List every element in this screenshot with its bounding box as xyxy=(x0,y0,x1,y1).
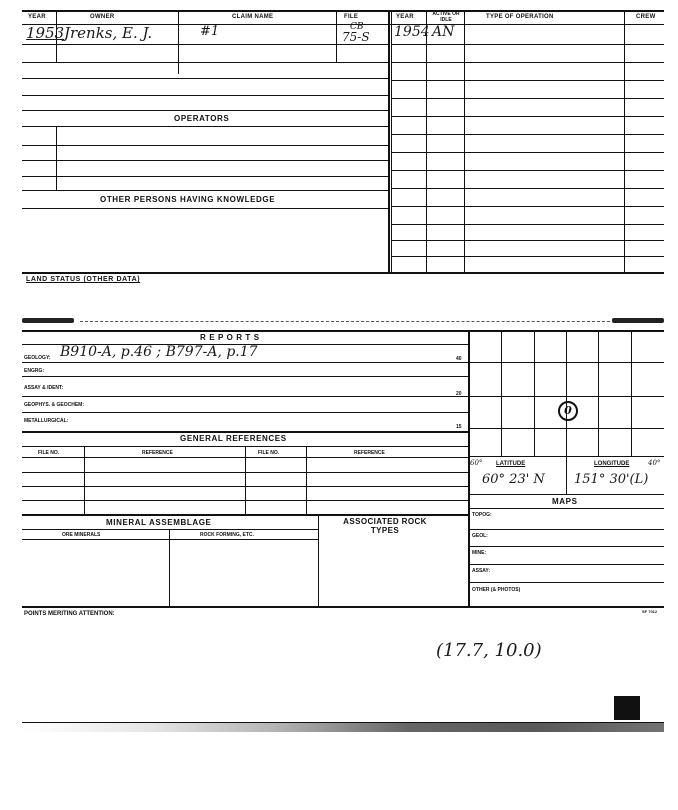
points-meriting-attention: POINTS MERITING ATTENTION: xyxy=(24,611,115,617)
row-line xyxy=(22,78,388,79)
map-location-marker: 0 xyxy=(558,401,578,421)
row-line xyxy=(22,529,318,530)
top-border xyxy=(22,10,664,12)
mineral-assemblage-heading: MINERAL ASSEMBLAGE xyxy=(106,518,212,527)
row-line xyxy=(22,412,468,413)
row-line xyxy=(468,582,664,583)
col-header-activity-year: YEAR xyxy=(396,14,414,20)
report-label-engrg: ENGRG: xyxy=(24,368,44,374)
col-divider xyxy=(566,456,567,494)
col-header-year: YEAR xyxy=(28,14,46,20)
col-header-file: FILE xyxy=(344,14,359,20)
scan-edge xyxy=(22,722,664,723)
col-divider xyxy=(178,10,179,74)
entry-file-top: CB xyxy=(350,22,364,32)
latitude-value: 60° 23' N xyxy=(482,472,545,487)
land-status-heading: LAND STATUS (OTHER DATA) xyxy=(26,276,141,283)
maps-mine: MINE: xyxy=(472,550,487,556)
row-line xyxy=(392,188,664,189)
row-line xyxy=(22,62,388,63)
entry-file-bottom: 75-S xyxy=(342,30,370,44)
ref-header-reference-1: REFERENCE xyxy=(142,450,173,456)
row-line xyxy=(468,529,664,530)
grid-line xyxy=(468,428,664,429)
col-header-active-or-idle: ACTIVE OR IDLE xyxy=(432,11,460,23)
row-line xyxy=(22,160,388,161)
longitude-label: LONGITUDE xyxy=(594,461,630,467)
row-line xyxy=(22,396,468,397)
col-header-claim-name: CLAIM NAME xyxy=(232,14,274,20)
row-line xyxy=(22,500,468,501)
row-line xyxy=(392,80,664,81)
row-line xyxy=(392,224,664,225)
col-divider xyxy=(169,529,170,606)
col-divider xyxy=(336,10,337,62)
grid-line xyxy=(598,332,599,456)
operators-heading: OPERATORS xyxy=(174,114,230,123)
row-line xyxy=(392,44,664,45)
ore-minerals-header: ORE MINERALS xyxy=(62,532,101,538)
row-line xyxy=(22,472,468,473)
report-label-assay: ASSAY & IDENT: xyxy=(24,385,64,391)
lat-corner-label: 60° xyxy=(470,459,483,467)
report-value-geology: B910-A, p.46 ; B797-A, p.17 xyxy=(60,344,258,360)
grid-line xyxy=(501,332,502,456)
longitude-value: 151° 30'(L) xyxy=(574,472,649,487)
activity-status: AN xyxy=(432,24,455,40)
row-line xyxy=(468,564,664,565)
row-line xyxy=(22,539,318,540)
entry-year: 1953 xyxy=(26,24,65,42)
grid-line xyxy=(631,332,632,456)
col-divider xyxy=(624,10,625,272)
row-line xyxy=(22,208,388,209)
grid-line xyxy=(468,362,664,363)
row-line xyxy=(22,486,468,487)
row-line xyxy=(392,240,664,241)
row-line xyxy=(392,62,664,63)
grid-line xyxy=(566,332,567,456)
ref-header-file-no-1: FILE NO. xyxy=(38,450,60,456)
grid-line xyxy=(468,396,664,397)
scan-mark xyxy=(612,318,664,323)
maps-geol: GEOL: xyxy=(472,533,488,539)
row-line xyxy=(468,546,664,547)
lon-corner-label: 40° xyxy=(648,459,661,467)
row-line xyxy=(468,508,664,509)
faint-rule xyxy=(80,321,610,322)
report-code-geology: 40 xyxy=(456,356,462,362)
row-line xyxy=(392,256,664,257)
col-divider xyxy=(318,514,319,606)
row-line xyxy=(392,98,664,99)
col-divider xyxy=(464,10,465,272)
rock-forming-header: ROCK FORMING, ETC. xyxy=(200,532,254,538)
reports-top-rule xyxy=(22,330,664,332)
form-number: SF 7012 xyxy=(642,609,658,614)
row-line xyxy=(392,134,664,135)
row-line xyxy=(22,190,388,191)
report-code-assay: 20 xyxy=(456,391,462,397)
report-label-geophys: GEOPHYS. & GEOCHEM: xyxy=(24,402,85,408)
entry-owner: Jrenks, E. J. xyxy=(64,24,153,42)
report-code-metallurgical: 15 xyxy=(456,424,462,430)
bottom-rule xyxy=(22,606,664,608)
col-divider xyxy=(56,126,57,190)
ref-header-reference-2: REFERENCE xyxy=(354,450,385,456)
latitude-label: LATITUDE xyxy=(496,461,526,467)
row-line xyxy=(22,95,388,96)
row-line xyxy=(22,514,468,516)
maps-heading: MAPS xyxy=(552,497,578,506)
row-line xyxy=(392,206,664,207)
other-persons-heading: OTHER PERSONS HAVING KNOWLEDGE xyxy=(100,195,276,204)
scan-noise-band xyxy=(22,722,664,732)
col-divider xyxy=(306,446,307,514)
associated-rock-types-heading: ASSOCIATED ROCK TYPES xyxy=(343,517,427,535)
report-label-geology: GEOLOGY: xyxy=(24,355,51,361)
row-line xyxy=(468,494,664,495)
section-rule xyxy=(22,272,664,274)
row-line xyxy=(22,110,388,111)
maps-assay: ASSAY: xyxy=(472,568,491,574)
maps-other: OTHER (& PHOTOS) xyxy=(472,587,521,593)
handwritten-coordinates: (17.7, 10.0) xyxy=(436,640,542,661)
reports-heading: R E P O R T S xyxy=(200,333,260,342)
row-line xyxy=(22,126,388,127)
main-divider-inner xyxy=(391,10,392,272)
row-line xyxy=(392,152,664,153)
activity-year: 1954 xyxy=(394,24,430,40)
scan-mark xyxy=(22,318,74,323)
row-line xyxy=(22,376,468,377)
col-divider xyxy=(84,446,85,514)
col-header-owner: OWNER xyxy=(90,14,115,20)
grid-line xyxy=(534,332,535,456)
row-line xyxy=(22,431,468,433)
maps-topog: TOPOG: xyxy=(472,512,492,518)
row-line xyxy=(392,170,664,171)
row-line xyxy=(22,145,388,146)
main-divider xyxy=(388,10,390,272)
col-header-type-of-operation: TYPE OF OPERATION xyxy=(486,14,554,20)
col-header-crew: CREW xyxy=(636,14,656,20)
row-line xyxy=(22,362,468,363)
row-line xyxy=(22,44,388,45)
col-divider xyxy=(426,10,427,272)
row-line xyxy=(392,116,664,117)
report-label-metallurgical: METALLURGICAL: xyxy=(24,418,69,424)
col-divider xyxy=(245,446,246,514)
entry-claim-name: #1 xyxy=(200,24,220,39)
row-line xyxy=(22,176,388,177)
general-references-heading: GENERAL REFERENCES xyxy=(180,434,287,443)
scan-block-mark xyxy=(614,696,640,720)
ref-header-file-no-2: FILE NO. xyxy=(258,450,280,456)
